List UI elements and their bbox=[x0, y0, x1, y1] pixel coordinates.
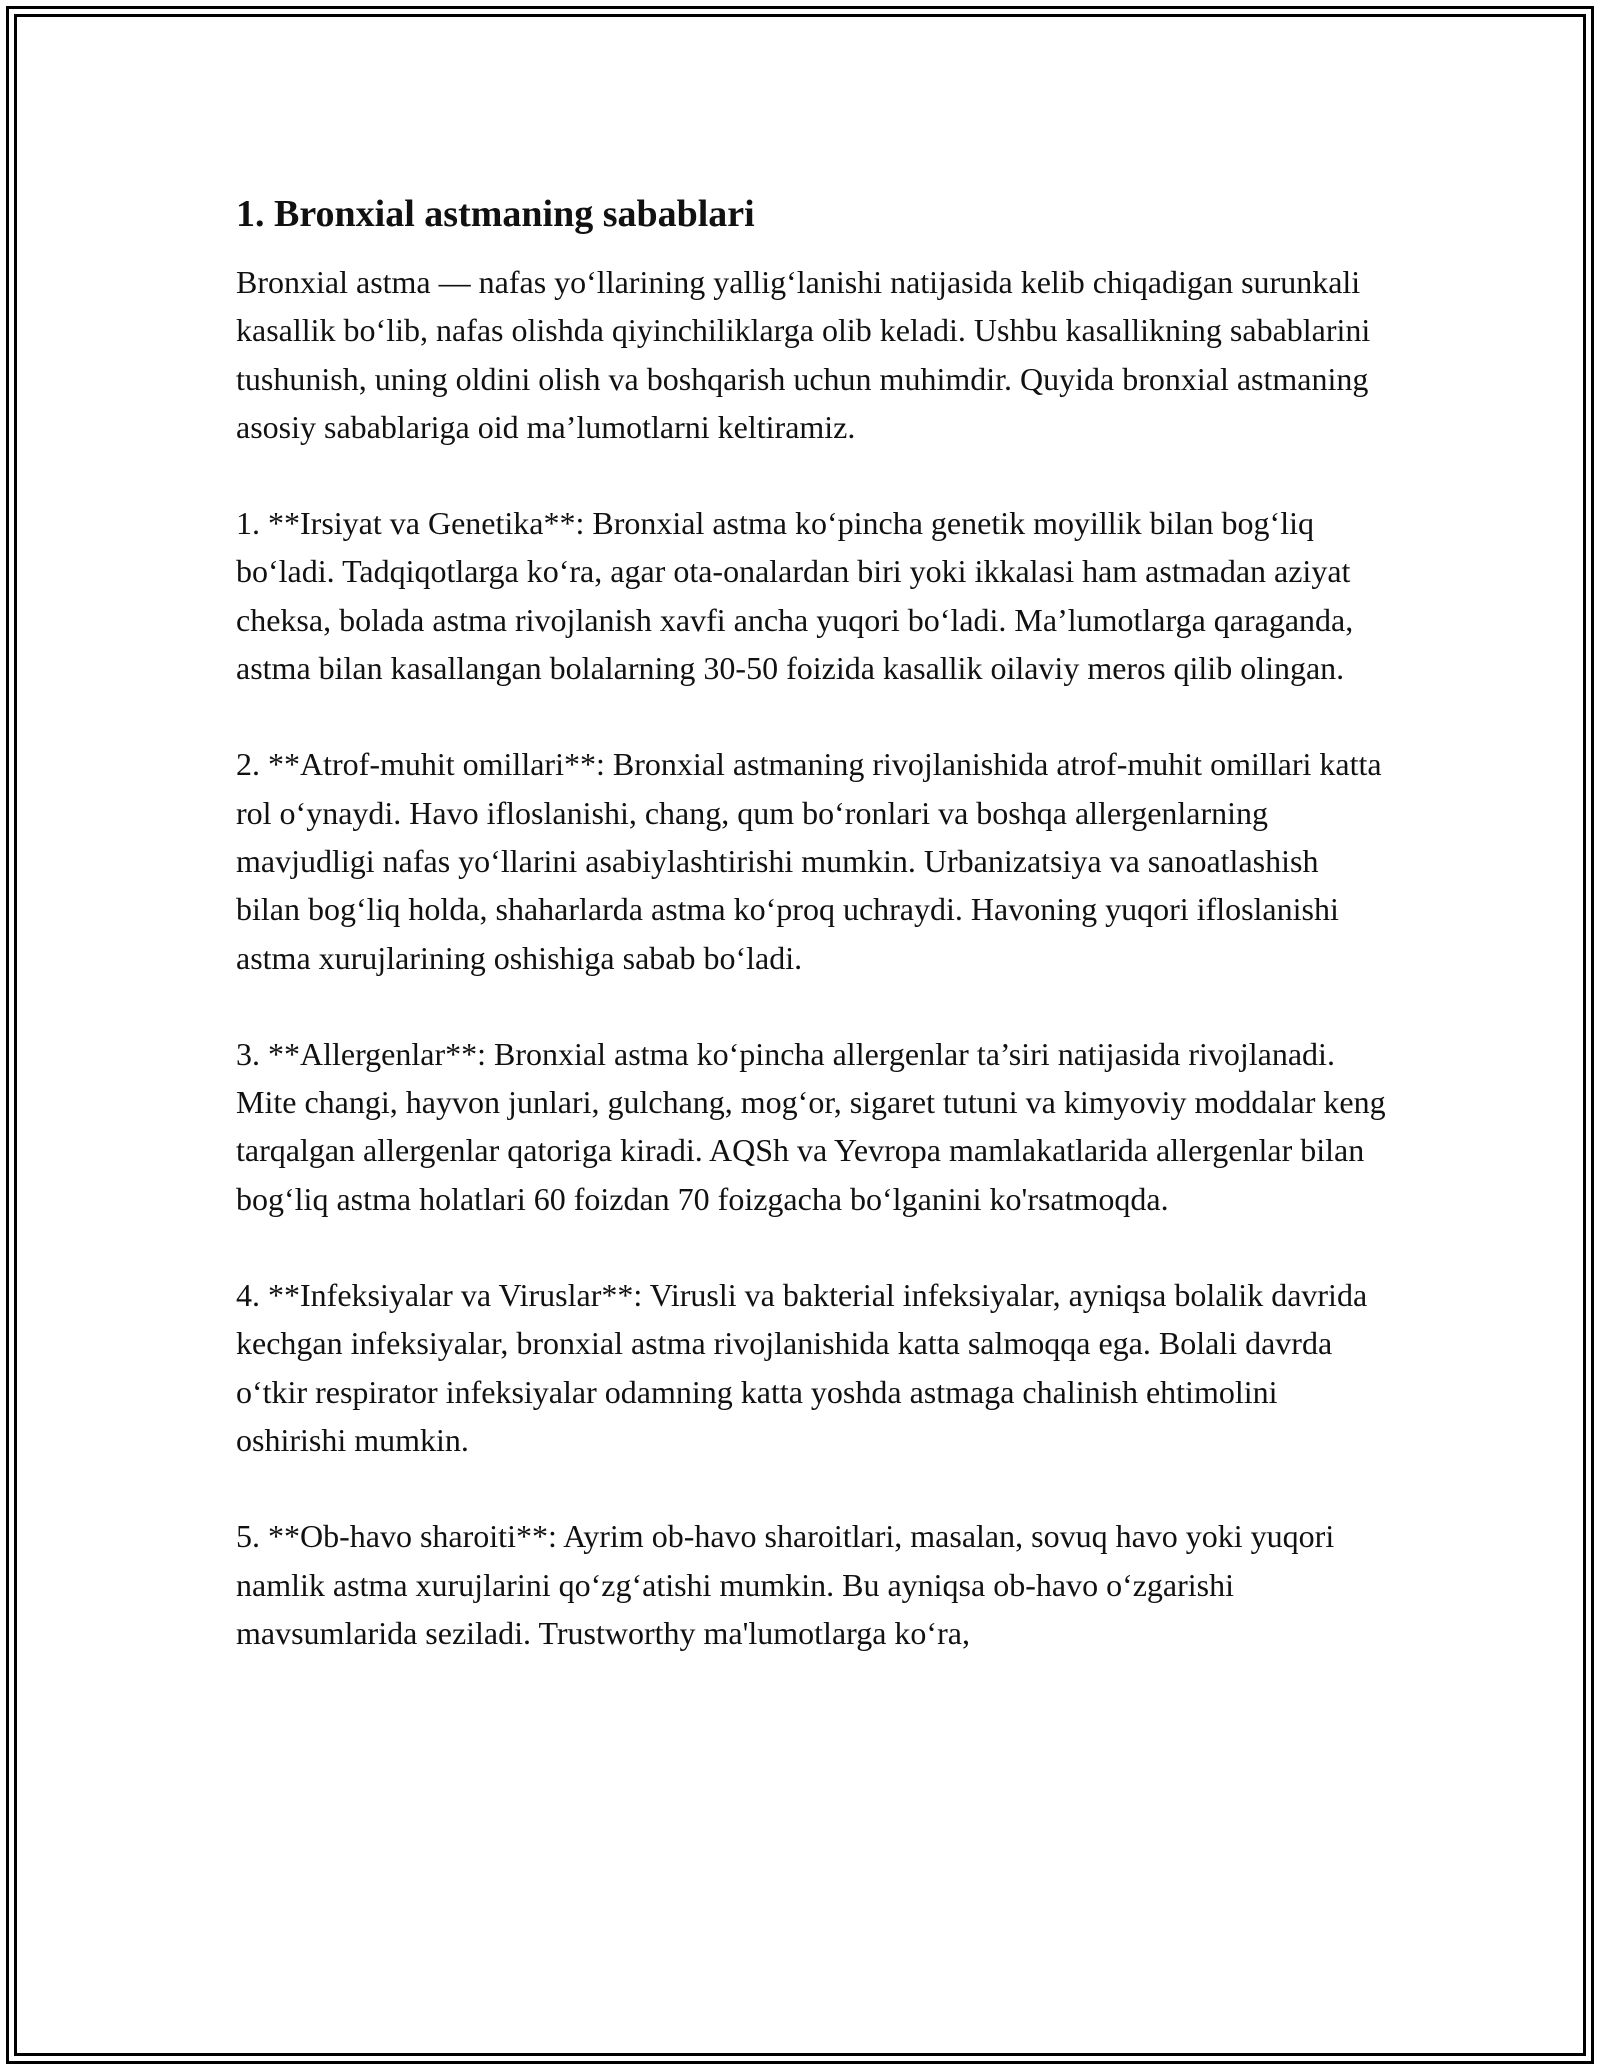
cause-environment-paragraph: 2. **Atrof-muhit omillari**: Bronxial astmaning rivojlanishida atrof-muhit omillari katta rol o‘ynaydi. Havo ifloslanishi, chang, qum bo‘ronlari va boshqa allergenlarning mavjudligi nafas yo‘llarini asabiylashtirishi mumkin. Urbanizatsiya va sanoatlashish bilan bog‘liq holda, shaharlarda astma ko‘proq uchraydi. Havoning yuqori ifloslanishi astma xurujlarining oshishiga sabab bo‘ladi. bbox=[236, 746, 1382, 976]
cause-weather-paragraph: 5. **Ob-havo sharoiti**: Ayrim ob-havo sharoitlari, masalan, sovuq havo yoki yuqori namlik astma xurujlarini qo‘zg‘atishi mumkin. Bu ayniqsa ob-havo o‘zgarishi mavsumlarida seziladi. Trustworthy ma'lumotlarga ko‘ra, bbox=[236, 1518, 1335, 1651]
cause-allergens-paragraph: 3. **Allergenlar**: Bronxial astma ko‘pincha allergenlar ta’siri natijasida rivojlanadi. Mite changi, hayvon junlari, gulchang, mog‘or, sigaret tutuni va kimyoviy moddalar keng tarqalgan allergenlar qatoriga kiradi. AQSh va Yevropa mamlakatlarida allergenlar bilan bog‘liq astma holatlari 60 foizdan 70 foizgacha bo‘lganini ko'rsatmoqda. bbox=[236, 1035, 1386, 1217]
intro-paragraph: Bronxial astma — nafas yo‘llarining yallig‘lanishi natijasida kelib chiqadigan surunkali kasallik bo‘lib, nafas olishda qiyinchiliklarga olib keladi. Ushbu kasallikning sabablarini tushunish, uning oldini olish va boshqarish uchun muhimdir. Quyida bronxial astmaning asosiy sabablariga oid ma’lumotlarni keltiramiz. bbox=[236, 264, 1371, 445]
cause-heredity-paragraph: 1. **Irsiyat va Genetika**: Bronxial astma ko‘pincha genetik moyillik bilan bog‘liq bo‘ladi. Tadqiqotlarga ko‘ra, agar ota-onalardan biri yoki ikkalasi ham astmadan aziyat cheksa, bolada astma rivojlanish xavfi ancha yuqori bo‘ladi. Ma’lumotlarga qaraganda, astma bilan kasallangan bolalarning 30-50 foizida kasallik oilaviy meros qilib olingan. bbox=[236, 505, 1354, 687]
cause-infections-paragraph: 4. **Infeksiyalar va Viruslar**: Virusli va bakterial infeksiyalar, ayniqsa bolalik davrida kechgan infeksiyalar, bronxial astma rivojlanishida katta salmoqqa ega. Bolali davrda o‘tkir respirator infeksiyalar odamning katta yoshda astmaga chalinish ehtimolini oshirishi mumkin. bbox=[236, 1277, 1368, 1458]
section-heading: 1. Bronxial astmaning sabablari bbox=[236, 193, 755, 235]
document-body bbox=[236, 188, 1386, 1657]
